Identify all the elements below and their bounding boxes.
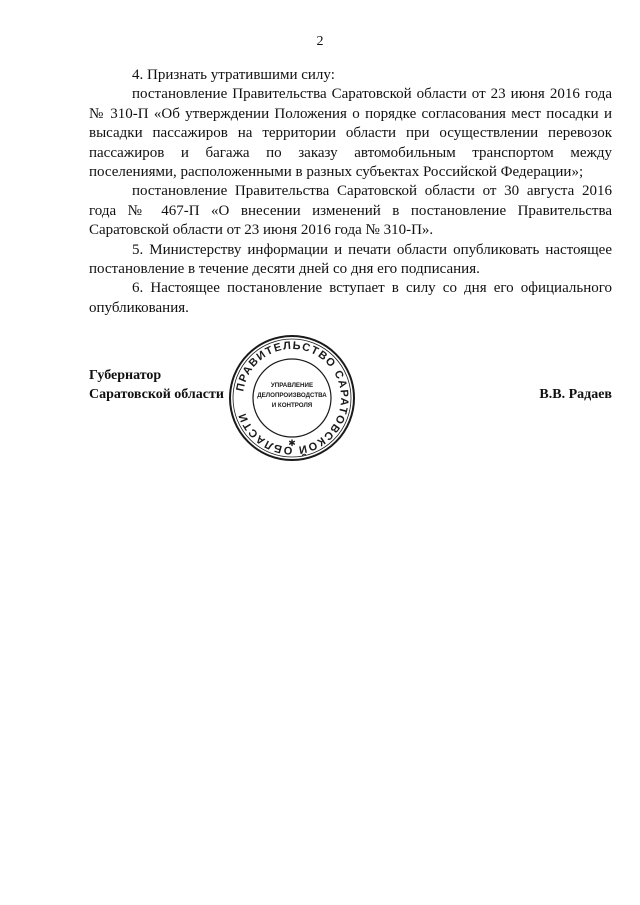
signatory-position-line2: Саратовской области bbox=[89, 387, 224, 402]
seal-center-line2: ДЕЛОПРОИЗВОДСТВА bbox=[257, 392, 327, 399]
paragraph-5: 5. Министерству информации и печати области опубликовать настоящее постановление в течение десяти дней со дня его подписания. bbox=[89, 241, 612, 278]
official-seal bbox=[228, 334, 356, 462]
paragraph-6: 6. Настоящее постановление вступает в силу со дня его официального опубликования. bbox=[89, 280, 612, 316]
seal-center-line1: УПРАВЛЕНИЕ bbox=[270, 382, 314, 389]
page-number: 2 bbox=[316, 34, 324, 49]
document-body bbox=[89, 66, 612, 318]
seal-ring-text: ПРАВИТЕЛЬСТВО САРАТОВСКОЙ ОБЛАСТИ bbox=[234, 339, 351, 457]
seal-star-icon: ✱ bbox=[288, 438, 296, 448]
seal-center-line3: И КОНТРОЛЯ bbox=[271, 402, 313, 409]
signatory-position bbox=[89, 366, 224, 404]
paragraph-repealed-act-1: постановление Правительства Саратовской области от 23 июня 2016 года № 310-П «Об утверждении Положения о порядке согласования мест посадки и высадки пассажиров на территории области при осуществлении перевозок пассажиров и багажа по заказу автомобильным транспортом между поселениями, расположенными в разных субъектах Российской Федерации»; bbox=[89, 86, 612, 181]
paragraph-repealed-act-2: постановление Правительства Саратовской области от 30 августа 2016 года № 467-П «О внесении изменений в постановление Правительства Саратовской области от 23 июня 2016 года № 310-П». bbox=[89, 183, 612, 239]
signatory-position-line1: Губернатор bbox=[89, 368, 162, 383]
paragraph-4-heading: 4. Признать утратившими силу: bbox=[132, 67, 335, 83]
signatory-name: В.В. Радаев bbox=[539, 387, 612, 402]
